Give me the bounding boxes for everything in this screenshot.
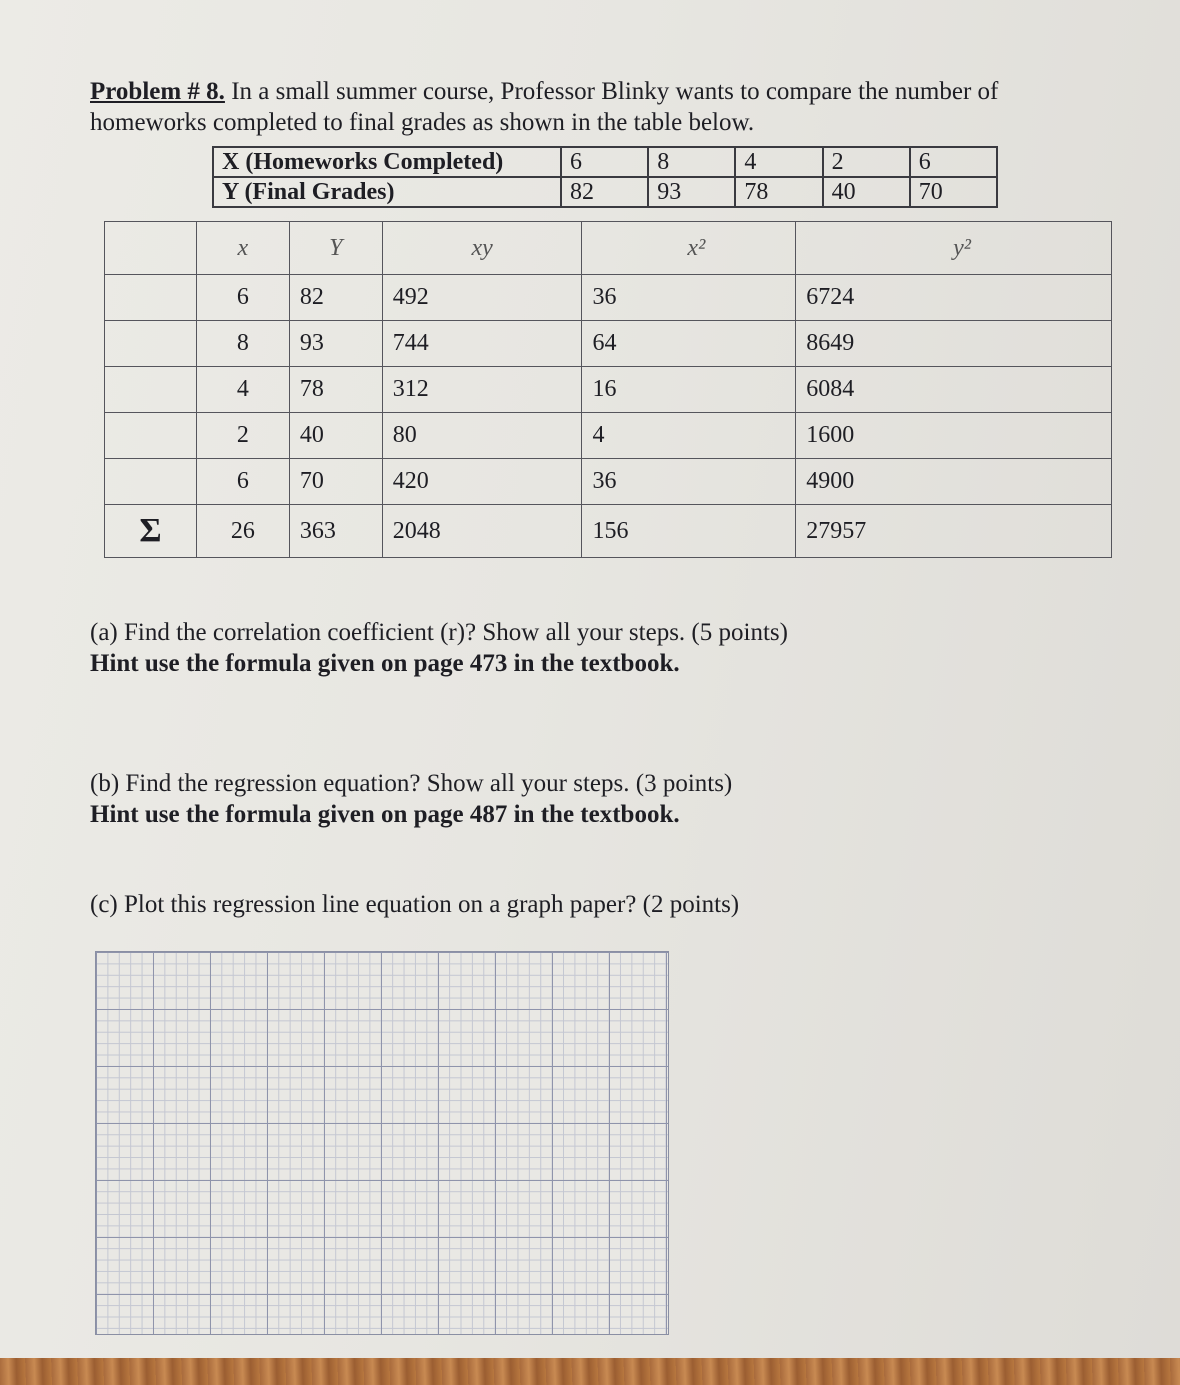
x-value: 6 [561, 147, 648, 177]
question-a-text: (a) Find the correlation coefficient (r)? Show all your steps. (5 points) [90, 619, 788, 646]
sum-y: 363 [289, 505, 382, 558]
y-header: Y (Final Grades) [213, 177, 561, 207]
x-value: 2 [823, 147, 910, 177]
question-c-text: (c) Plot this regression line equation on a graph paper? (2 points) [90, 891, 740, 918]
question-a [90, 617, 990, 679]
data-table [212, 146, 998, 208]
x-value: 8 [648, 147, 735, 177]
calc-header-row [105, 222, 1112, 275]
question-b [90, 768, 990, 830]
x-header: X (Homeworks Completed) [213, 147, 561, 177]
table-row [105, 321, 1112, 367]
problem-statement [90, 76, 1070, 138]
desk-surface [0, 1358, 1180, 1385]
sigma-symbol: Σ [105, 505, 197, 558]
sum-x2: 156 [582, 505, 796, 558]
cell-xy: 312 [382, 367, 582, 413]
sum-xy: 2048 [382, 505, 582, 558]
cell-y: 40 [289, 413, 382, 459]
cell-x: 2 [196, 413, 289, 459]
y-value: 40 [823, 177, 910, 207]
cell-xy: 80 [382, 413, 582, 459]
cell-x: 8 [196, 321, 289, 367]
col-header-xy: xy [382, 222, 582, 275]
problem-label: Problem # 8. [90, 78, 225, 105]
cell-x2: 36 [582, 275, 796, 321]
x-value: 4 [735, 147, 822, 177]
cell-y: 82 [289, 275, 382, 321]
cell-xy: 744 [382, 321, 582, 367]
problem-text: In a small summer course, Professor Blinky wants to compare the number of homeworks completed to final grades as shown in the table below. [90, 78, 999, 136]
cell-x: 6 [196, 275, 289, 321]
cell-x2: 36 [582, 459, 796, 505]
col-header-x2: x² [582, 222, 796, 275]
cell-x: 4 [196, 367, 289, 413]
y-value: 78 [735, 177, 822, 207]
y-value: 70 [910, 177, 997, 207]
cell-y: 70 [289, 459, 382, 505]
cell-y2: 8649 [796, 321, 1112, 367]
cell-xy: 492 [382, 275, 582, 321]
cell-y2: 6724 [796, 275, 1112, 321]
question-a-hint: Hint use the formula given on page 473 in the textbook. [90, 650, 680, 677]
cell-y2: 4900 [796, 459, 1112, 505]
question-b-hint: Hint use the formula given on page 487 in the textbook. [90, 801, 680, 828]
cell-x2: 64 [582, 321, 796, 367]
table-row [105, 367, 1112, 413]
question-c [90, 889, 990, 920]
sum-row [105, 505, 1112, 558]
table-row [105, 459, 1112, 505]
cell-x: 6 [196, 459, 289, 505]
calc-table [104, 221, 1112, 558]
x-value: 6 [910, 147, 997, 177]
sum-x: 26 [196, 505, 289, 558]
blank-header [105, 222, 197, 275]
cell-y2: 1600 [796, 413, 1112, 459]
cell-y: 78 [289, 367, 382, 413]
cell-xy: 420 [382, 459, 582, 505]
col-header-y: Y [289, 222, 382, 275]
col-header-y2: y² [796, 222, 1112, 275]
cell-y2: 6084 [796, 367, 1112, 413]
graph-paper [95, 951, 669, 1335]
y-value: 93 [648, 177, 735, 207]
cell-y: 93 [289, 321, 382, 367]
question-b-text: (b) Find the regression equation? Show all your steps. (3 points) [90, 770, 733, 797]
table-row [105, 413, 1112, 459]
cell-x2: 16 [582, 367, 796, 413]
col-header-x: x [196, 222, 289, 275]
sum-y2: 27957 [796, 505, 1112, 558]
x-row [213, 147, 997, 177]
cell-x2: 4 [582, 413, 796, 459]
y-row [213, 177, 997, 207]
table-row [105, 275, 1112, 321]
y-value: 82 [561, 177, 648, 207]
